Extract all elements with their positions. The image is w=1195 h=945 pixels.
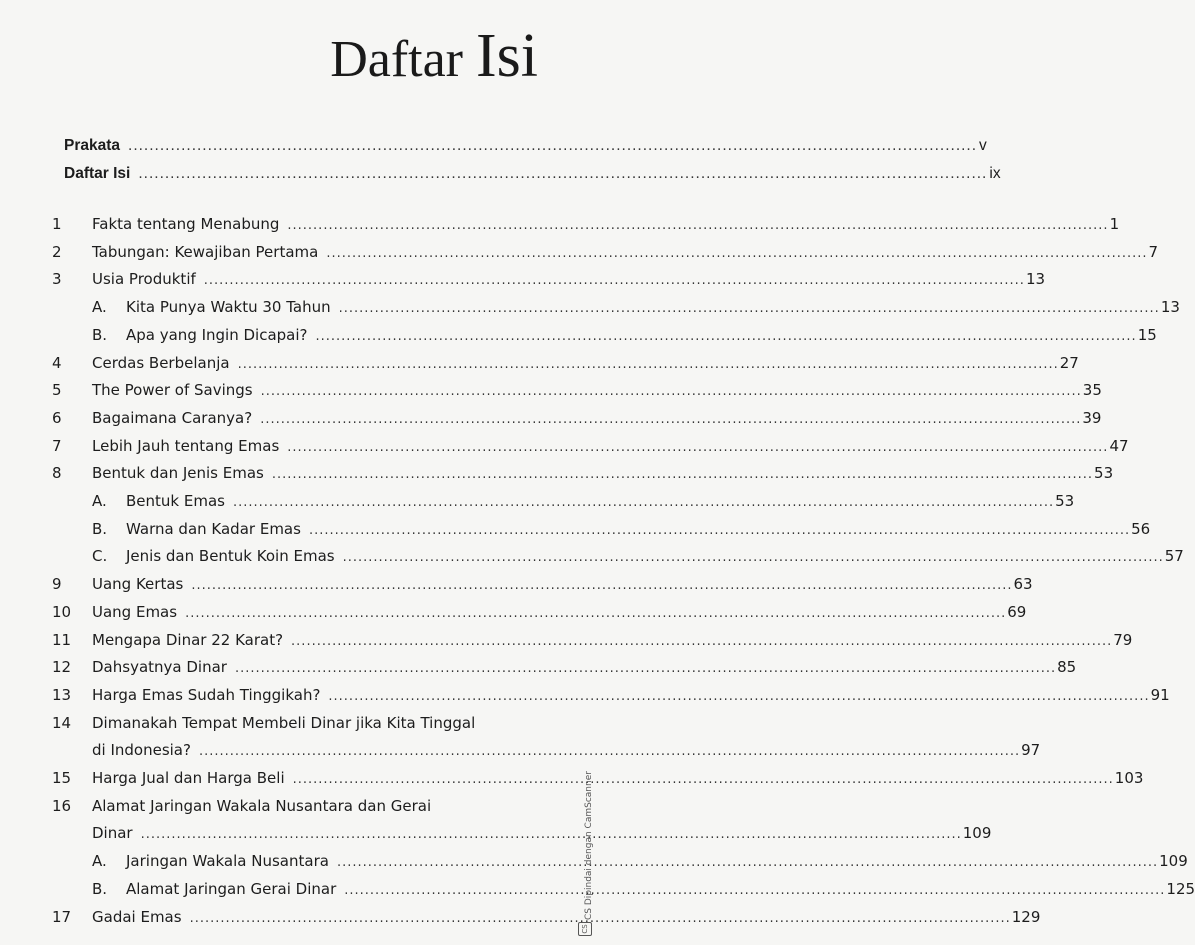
chapter-number: 16 (52, 796, 72, 815)
leader-dots: ................................................................................................................................................................ (189, 910, 1011, 926)
leader-dots: ................................................................................................................................................................ (308, 522, 1131, 538)
chapter-number: 2 (52, 242, 62, 261)
chapter-title-cont: Dinar (92, 824, 133, 843)
chapter-number: 9 (52, 575, 62, 594)
leader-dots: ................................................................................................................................................................ (138, 165, 988, 182)
chapter-number: 14 (52, 713, 72, 732)
subsection-letter: B. (92, 519, 108, 538)
leader-dots: ................................................................................................................................................................ (336, 855, 1159, 871)
chapter-page: 109 (962, 824, 992, 843)
leader-dots: ................................................................................................................................................................ (287, 439, 1109, 455)
chapter-title: Dahsyatnya Dinar (92, 658, 227, 677)
chapter-title: Mengapa Dinar 22 Karat? (92, 630, 284, 649)
chapter-title: Bagaimana Caranya? (92, 408, 253, 427)
title-word-isi: Isi (476, 22, 538, 90)
chapter-title: Tabungan: Kewajiban Pertama (92, 242, 319, 261)
chapter-page: 85 (1057, 658, 1077, 677)
leader-dots: ................................................................................................................................................................ (232, 495, 1055, 510)
scanner-watermark: CS Dipindai dengan CamScanner (584, 771, 594, 920)
leader-dots: ................................................................................................................................................................ (198, 744, 1021, 760)
leader-dots: ................................................................................................................................................................ (140, 827, 962, 843)
leader-dots: ................................................................................................................................................................ (291, 633, 1113, 649)
leader-dots: ................................................................................................................................................................ (191, 578, 1013, 594)
chapter-entry (92, 238, 1159, 266)
front-matter-item (64, 132, 987, 160)
subsection-line (126, 293, 1180, 321)
chapter-page: 47 (1109, 436, 1129, 455)
chapter-number: 10 (52, 602, 72, 621)
subsection-page: 53 (1055, 492, 1075, 510)
leader-dots: ................................................................................................................................................................ (185, 605, 1007, 621)
chapter-title: Usia Produktif (92, 270, 196, 289)
chapter-title: Uang Kertas (92, 575, 184, 594)
chapter-number: 13 (52, 685, 72, 704)
subsection-letter: B. (92, 325, 108, 344)
chapter-page: 39 (1082, 408, 1102, 427)
chapter-page: 97 (1021, 741, 1041, 760)
leader-dots: ................................................................................................................................................................ (237, 356, 1059, 372)
page-title (330, 24, 538, 92)
subsection-page: 15 (1137, 325, 1157, 344)
chapter-entry (92, 653, 1077, 681)
chapter-title: Bentuk dan Jenis Emas (92, 464, 264, 483)
chapter-title-continuation (92, 819, 992, 847)
subsection-entry (0, 542, 1184, 570)
leader-dots: ................................................................................................................................................................ (271, 467, 1094, 483)
subsection-letter: A. (92, 298, 107, 317)
subsection-page: 109 (1159, 852, 1188, 871)
leader-dots: ................................................................................................................................................................ (260, 411, 1082, 427)
chapter-entry (92, 709, 538, 737)
chapter-number: 17 (52, 907, 72, 926)
chapter-entry (92, 265, 1046, 293)
front-matter-label: Prakata (64, 137, 121, 154)
chapter-entry (92, 792, 538, 820)
chapter-number: 11 (52, 630, 72, 649)
chapter-page: 13 (1025, 270, 1046, 289)
front-matter-item (64, 160, 1001, 188)
chapter-page: 103 (1114, 769, 1144, 787)
chapter-title: Dimanakah Tempat Membeli Dinar jika Kita Tinggal (92, 713, 476, 732)
chapter-title-continuation (92, 736, 1041, 764)
chapter-title-cont: di Indonesia? (92, 741, 191, 760)
chapter-number: 12 (52, 658, 72, 677)
chapter-title: Alamat Jaringan Wakala Nusantara dan Gerai (92, 796, 432, 815)
chapter-title: Gadai Emas (92, 907, 182, 926)
chapter-page: 1 (1109, 215, 1120, 233)
chapter-entry (92, 570, 1033, 598)
chapter-page: 63 (1013, 575, 1033, 594)
front-matter-page: v (979, 137, 987, 154)
leader-dots: ................................................................................................................................................................ (326, 245, 1148, 261)
subsection-entry (0, 875, 1195, 903)
chapter-page: 91 (1150, 685, 1170, 704)
subsection-line (126, 847, 1188, 875)
chapter-number: 7 (52, 436, 62, 455)
subsection-page: 13 (1160, 298, 1180, 317)
subsection-title: Jaringan Wakala Nusantara (126, 852, 329, 871)
subsection-entry (0, 515, 1151, 543)
chapter-number: 15 (52, 769, 72, 787)
chapter-entry (92, 764, 1144, 792)
subsection-entry (0, 321, 1157, 349)
subsection-title: Bentuk Emas (126, 492, 225, 510)
subsection-title: Kita Punya Waktu 30 Tahun (126, 298, 331, 317)
chapter-title: Uang Emas (92, 602, 178, 621)
chapter-title: Harga Jual dan Harga Beli (92, 769, 285, 787)
subsection-title: Jenis dan Bentuk Koin Emas (126, 547, 335, 566)
subsection-line (126, 515, 1151, 543)
chapter-number: 8 (52, 464, 62, 483)
chapter-title: The Power of Savings (92, 381, 253, 400)
leader-dots: ................................................................................................................................................................ (344, 882, 1166, 898)
subsection-title: Warna dan Kadar Emas (126, 519, 301, 538)
chapter-entry (92, 404, 1102, 432)
subsection-entry (0, 293, 1180, 321)
subsection-line (126, 875, 1195, 903)
chapter-entry (92, 210, 1120, 238)
chapter-page: 53 (1094, 464, 1114, 483)
leader-dots: ................................................................................................................................................................ (234, 661, 1057, 677)
front-matter-page: ix (989, 165, 1001, 182)
chapter-number: 1 (52, 215, 62, 233)
chapter-entry (92, 598, 1027, 626)
chapter-title: Lebih Jauh tentang Emas (92, 436, 280, 455)
chapter-entry (92, 432, 1129, 460)
chapter-entry (92, 681, 1170, 709)
chapter-title: Fakta tentang Menabung (92, 215, 280, 233)
chapter-number: 6 (52, 408, 62, 427)
subsection-line (126, 542, 1184, 570)
leader-dots: ................................................................................................................................................................ (328, 688, 1150, 704)
leader-dots: ................................................................................................................................................................ (128, 137, 978, 154)
subsection-entry (0, 487, 1075, 515)
subsection-letter: A. (92, 492, 107, 510)
chapter-entry (92, 376, 1102, 404)
subsection-line (126, 321, 1157, 349)
chapter-page: 129 (1011, 907, 1041, 926)
subsection-letter: A. (92, 852, 107, 871)
chapter-number: 3 (52, 270, 62, 289)
subsection-page: 125 (1166, 879, 1195, 898)
chapter-entry (92, 459, 1114, 487)
chapter-title: Cerdas Berbelanja (92, 353, 230, 372)
leader-dots: ................................................................................................................................................................ (338, 301, 1160, 317)
chapter-number: 4 (52, 353, 62, 372)
leader-dots: ................................................................................................................................................................ (292, 772, 1114, 787)
chapter-number: 5 (52, 381, 62, 400)
leader-dots: ................................................................................................................................................................ (203, 273, 1025, 289)
subsection-page: 57 (1164, 547, 1184, 566)
leader-dots: ................................................................................................................................................................ (260, 384, 1082, 400)
subsection-title: Alamat Jaringan Gerai Dinar (126, 879, 337, 898)
leader-dots: ................................................................................................................................................................ (315, 328, 1137, 344)
leader-dots: ................................................................................................................................................................ (287, 218, 1109, 233)
subsection-letter: C. (92, 547, 108, 566)
chapter-page: 69 (1007, 602, 1027, 621)
chapter-entry (92, 626, 1133, 654)
chapter-page: 79 (1113, 630, 1133, 649)
camscanner-logo: CS (578, 922, 592, 936)
front-matter-label: Daftar Isi (64, 165, 131, 182)
subsection-title: Apa yang Ingin Dicapai? (126, 325, 308, 344)
chapter-title: Harga Emas Sudah Tinggikah? (92, 685, 321, 704)
chapter-page: 35 (1082, 381, 1102, 400)
chapter-page: 27 (1059, 353, 1079, 372)
subsection-letter: B. (92, 879, 108, 898)
subsection-page: 56 (1131, 519, 1151, 538)
title-word-daftar: Daftar (330, 31, 463, 88)
leader-dots: ................................................................................................................................................................ (342, 550, 1164, 566)
chapter-entry (92, 349, 1079, 377)
chapter-page: 7 (1148, 242, 1159, 261)
subsection-entry (0, 847, 1188, 875)
subsection-line (126, 487, 1075, 515)
